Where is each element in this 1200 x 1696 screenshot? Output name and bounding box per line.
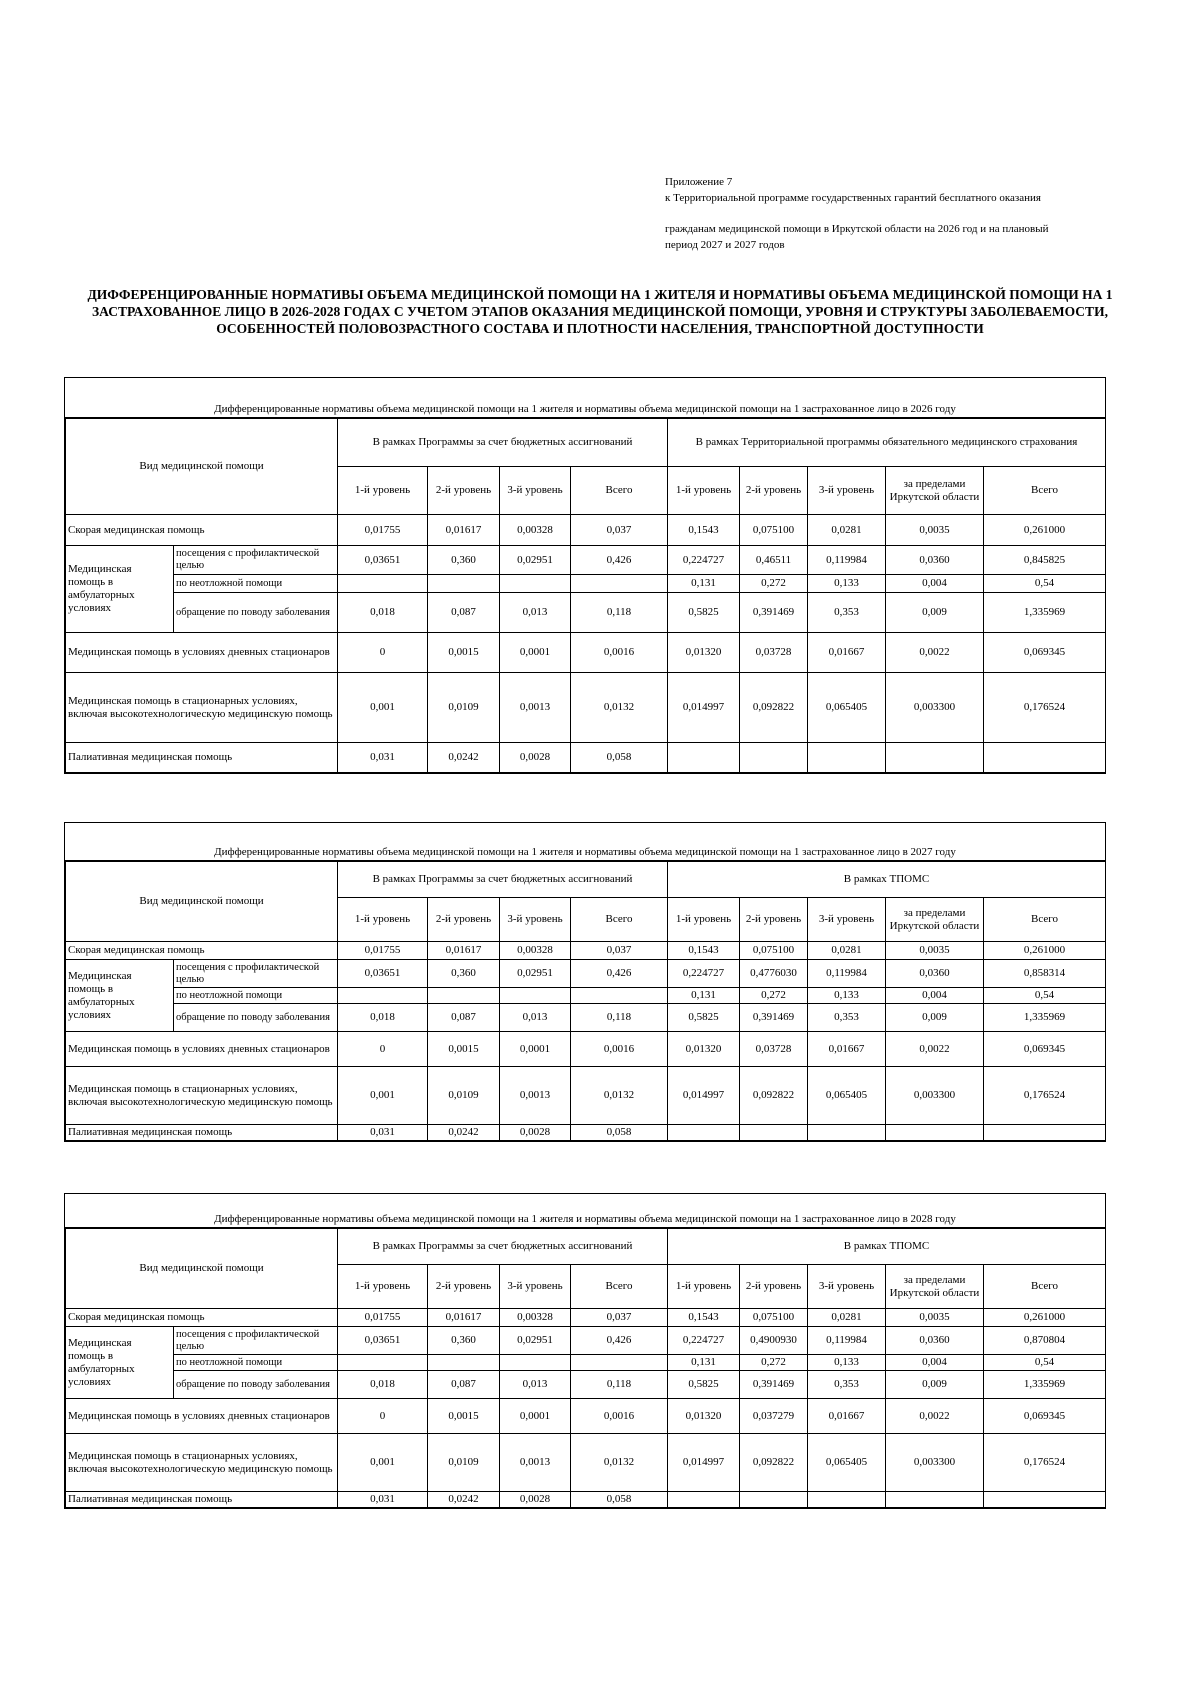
value-cell — [668, 743, 740, 773]
value-cell: 0,176524 — [984, 673, 1106, 743]
column-header-level: 3-й уровень — [808, 898, 886, 942]
table-row — [66, 942, 1106, 960]
value-cell: 0 — [338, 633, 428, 673]
column-header-level: 3-й уровень — [500, 898, 571, 942]
value-cell: 0,0028 — [500, 743, 571, 773]
table-row — [66, 1492, 1106, 1508]
value-cell: 0,0109 — [428, 1067, 500, 1125]
column-header-level: 3-й уровень — [500, 467, 571, 515]
column-header-level: 3-й уровень — [808, 467, 886, 515]
table-row — [66, 1032, 1106, 1067]
value-cell: 0,0016 — [571, 633, 668, 673]
value-cell: 0,176524 — [984, 1434, 1106, 1492]
value-cell: 0,075100 — [740, 515, 808, 546]
header-row — [66, 419, 1106, 467]
value-cell: 0,092822 — [740, 1067, 808, 1125]
value-cell: 0,176524 — [984, 1067, 1106, 1125]
value-cell: 0,058 — [571, 1125, 668, 1141]
column-header-level: 1-й уровень — [338, 1265, 428, 1309]
value-cell: 0,075100 — [740, 942, 808, 960]
row-label-day-hospital: Медицинская помощь в условиях дневных стационаров — [66, 1399, 338, 1434]
row-label-inpatient: Медицинская помощь в стационарных условиях, включая высокотехнологическую медицинскую помощь — [66, 673, 338, 743]
value-cell: 0,092822 — [740, 1434, 808, 1492]
value-cell — [984, 1492, 1106, 1508]
value-cell: 0,4900930 — [740, 1327, 808, 1355]
value-cell — [886, 1125, 984, 1141]
value-cell: 0,0242 — [428, 1492, 500, 1508]
value-cell: 0,272 — [740, 575, 808, 593]
value-cell — [571, 1355, 668, 1371]
column-header-oms: В рамках ТПОМС — [668, 1229, 1106, 1265]
value-cell: 0,02951 — [500, 546, 571, 575]
value-cell — [740, 743, 808, 773]
value-cell: 0,065405 — [808, 1067, 886, 1125]
row-sublabel-urgent: по неотложной помощи — [174, 1355, 338, 1371]
value-cell — [886, 743, 984, 773]
value-cell: 0,0281 — [808, 1309, 886, 1327]
value-cell: 0,004 — [886, 575, 984, 593]
value-cell: 0,0001 — [500, 1399, 571, 1434]
value-cell — [500, 988, 571, 1004]
value-cell — [338, 575, 428, 593]
value-cell: 0,037279 — [740, 1399, 808, 1434]
value-cell — [808, 1492, 886, 1508]
value-cell: 0,0022 — [886, 1399, 984, 1434]
value-cell: 0,54 — [984, 1355, 1106, 1371]
value-cell: 0,092822 — [740, 673, 808, 743]
value-cell: 1,335969 — [984, 593, 1106, 633]
column-header-kind: Вид медицинской помощи — [66, 1229, 338, 1309]
year-table-caption: Дифференцированные нормативы объема медицинской помощи на 1 жителя и нормативы объема медицинской помощи на 1 застрахованное лицо в 2028 году — [65, 1194, 1105, 1228]
table-row — [66, 988, 1106, 1004]
value-cell: 0,391469 — [740, 1004, 808, 1032]
document-title: ДИФФЕРЕНЦИРОВАННЫЕ НОРМАТИВЫ ОБЪЕМА МЕДИЦИНСКОЙ ПОМОЩИ НА 1 ЖИТЕЛЯ И НОРМАТИВЫ ОБЪЕМА МЕДИЦИНСКОЙ ПОМОЩИ НА 1 ЗАСТРАХОВАННОЕ ЛИЦО В 2026-2028 ГОДАХ С УЧЕТОМ ЭТАПОВ ОКАЗАНИЯ МЕДИЦИНСКОЙ ПОМОЩИ, УРОВНЯ И СТРУКТУРЫ ЗАБОЛЕВАЕМОСТИ, ОСОБЕННОСТЕЙ ПОЛОВОЗРАСТНОГО СОСТАВА И ПЛОТНОСТИ НАСЕЛЕНИЯ, ТРАНСПОРТНОЙ ДОСТУПНОСТИ — [87, 287, 1113, 336]
value-cell: 0,009 — [886, 593, 984, 633]
value-cell: 0,54 — [984, 988, 1106, 1004]
value-cell: 0,261000 — [984, 515, 1106, 546]
value-cell: 0,360 — [428, 1327, 500, 1355]
value-cell: 0,0022 — [886, 1032, 984, 1067]
row-label-inpatient: Медицинская помощь в стационарных условиях, включая высокотехнологическую медицинскую помощь — [66, 1434, 338, 1492]
value-cell: 0,03728 — [740, 633, 808, 673]
value-cell — [338, 988, 428, 1004]
appendix-line: к Территориальной программе государственных гарантий бесплатного оказания — [665, 192, 1041, 204]
value-cell: 0,0035 — [886, 515, 984, 546]
value-cell: 0,069345 — [984, 1399, 1106, 1434]
column-header-level: Всего — [571, 898, 668, 942]
value-cell: 0,03651 — [338, 546, 428, 575]
value-cell: 0,5825 — [668, 1371, 740, 1399]
table-row — [66, 575, 1106, 593]
column-header-kind: Вид медицинской помощи — [66, 419, 338, 515]
table-row — [66, 743, 1106, 773]
value-cell: 0,224727 — [668, 960, 740, 988]
value-cell: 0,224727 — [668, 1327, 740, 1355]
value-cell: 0,353 — [808, 593, 886, 633]
value-cell: 0,003300 — [886, 1067, 984, 1125]
table-row — [66, 1399, 1106, 1434]
value-cell: 0,01320 — [668, 633, 740, 673]
value-cell: 0,119984 — [808, 1327, 886, 1355]
value-cell: 0,353 — [808, 1004, 886, 1032]
column-header-level: 3-й уровень — [500, 1265, 571, 1309]
value-cell — [571, 988, 668, 1004]
value-cell — [984, 1125, 1106, 1141]
table-row — [66, 593, 1106, 633]
value-cell: 0,360 — [428, 546, 500, 575]
value-cell: 0,426 — [571, 960, 668, 988]
value-cell: 0,1543 — [668, 515, 740, 546]
value-cell: 0,1543 — [668, 1309, 740, 1327]
value-cell: 0,0016 — [571, 1399, 668, 1434]
value-cell: 0,037 — [571, 1309, 668, 1327]
row-label-ambulance: Скорая медицинская помощь — [66, 515, 338, 546]
value-cell: 0,845825 — [984, 546, 1106, 575]
table-row — [66, 960, 1106, 988]
value-cell: 0,037 — [571, 515, 668, 546]
norms-table — [65, 418, 1106, 773]
column-header-level: 1-й уровень — [668, 898, 740, 942]
column-header-level: 3-й уровень — [808, 1265, 886, 1309]
value-cell: 0,018 — [338, 1004, 428, 1032]
row-label-ambulance: Скорая медицинская помощь — [66, 1309, 338, 1327]
value-cell: 0,426 — [571, 546, 668, 575]
value-cell: 0,031 — [338, 743, 428, 773]
column-header-level: 1-й уровень — [338, 467, 428, 515]
value-cell: 0,0360 — [886, 546, 984, 575]
row-label-palliative: Палиативная медицинская помощь — [66, 743, 338, 773]
column-header-level: 2-й уровень — [740, 898, 808, 942]
value-cell: 0,118 — [571, 1004, 668, 1032]
value-cell: 0,133 — [808, 988, 886, 1004]
value-cell: 1,335969 — [984, 1371, 1106, 1399]
row-label-day-hospital: Медицинская помощь в условиях дневных стационаров — [66, 633, 338, 673]
table-row — [66, 1067, 1106, 1125]
value-cell: 0,0015 — [428, 1032, 500, 1067]
row-sublabel-urgent: по неотложной помощи — [174, 575, 338, 593]
value-cell: 0,087 — [428, 1004, 500, 1032]
norms-table — [65, 1228, 1106, 1508]
value-cell: 0,00328 — [500, 1309, 571, 1327]
value-cell: 0,0109 — [428, 673, 500, 743]
row-sublabel-urgent: по неотложной помощи — [174, 988, 338, 1004]
value-cell: 0,01667 — [808, 1032, 886, 1067]
value-cell: 0,261000 — [984, 1309, 1106, 1327]
value-cell: 0,870804 — [984, 1327, 1106, 1355]
row-label-ambulance: Скорая медицинская помощь — [66, 942, 338, 960]
row-sublabel-disease: обращение по поводу заболевания — [174, 1004, 338, 1032]
value-cell: 0,0028 — [500, 1125, 571, 1141]
value-cell: 0,0001 — [500, 1032, 571, 1067]
value-cell — [984, 743, 1106, 773]
value-cell: 0,001 — [338, 673, 428, 743]
value-cell: 0,013 — [500, 1004, 571, 1032]
value-cell: 0,018 — [338, 1371, 428, 1399]
value-cell: 0,118 — [571, 593, 668, 633]
column-header-level: за пределами Иркутской области — [886, 898, 984, 942]
value-cell: 0,0022 — [886, 633, 984, 673]
value-cell: 0,0360 — [886, 960, 984, 988]
value-cell: 0,0035 — [886, 1309, 984, 1327]
column-header-level: за пределами Иркутской области — [886, 467, 984, 515]
value-cell: 0,133 — [808, 1355, 886, 1371]
value-cell: 0,131 — [668, 575, 740, 593]
value-cell: 0,261000 — [984, 942, 1106, 960]
column-header-kind: Вид медицинской помощи — [66, 862, 338, 942]
year-table-caption: Дифференцированные нормативы объема медицинской помощи на 1 жителя и нормативы объема медицинской помощи на 1 застрахованное лицо в 2027 году — [65, 823, 1105, 861]
value-cell: 0,058 — [571, 1492, 668, 1508]
value-cell: 0,075100 — [740, 1309, 808, 1327]
value-cell: 0,858314 — [984, 960, 1106, 988]
value-cell: 0,0013 — [500, 673, 571, 743]
value-cell: 0,0132 — [571, 1434, 668, 1492]
value-cell — [428, 988, 500, 1004]
column-header-budget: В рамках Программы за счет бюджетных ассигнований — [338, 862, 668, 898]
value-cell: 0,119984 — [808, 546, 886, 575]
value-cell: 0,54 — [984, 575, 1106, 593]
header-row — [66, 862, 1106, 898]
row-group-outpatient: Медицинская помощь в амбулаторных условиях — [66, 960, 174, 1032]
value-cell — [886, 1492, 984, 1508]
column-header-level: 1-й уровень — [668, 467, 740, 515]
value-cell: 0,1543 — [668, 942, 740, 960]
value-cell: 0,119984 — [808, 960, 886, 988]
row-label-palliative: Палиативная медицинская помощь — [66, 1125, 338, 1141]
value-cell — [338, 1355, 428, 1371]
value-cell: 0,00328 — [500, 942, 571, 960]
table-row — [66, 1355, 1106, 1371]
value-cell: 0,01320 — [668, 1399, 740, 1434]
value-cell: 0,03651 — [338, 960, 428, 988]
value-cell: 0,272 — [740, 1355, 808, 1371]
value-cell: 0,0281 — [808, 515, 886, 546]
row-sublabel-prophylactic: посещения с профилактической целью — [174, 960, 338, 988]
column-header-level: за пределами Иркутской области — [886, 1265, 984, 1309]
value-cell: 0,031 — [338, 1492, 428, 1508]
value-cell: 0,0016 — [571, 1032, 668, 1067]
value-cell: 0,0360 — [886, 1327, 984, 1355]
value-cell: 0,087 — [428, 593, 500, 633]
appendix-note — [665, 174, 1125, 253]
value-cell — [740, 1492, 808, 1508]
value-cell: 0,0001 — [500, 633, 571, 673]
column-header-level: Всего — [984, 467, 1106, 515]
row-sublabel-disease: обращение по поводу заболевания — [174, 1371, 338, 1399]
value-cell: 0,069345 — [984, 633, 1106, 673]
value-cell: 0,014997 — [668, 673, 740, 743]
row-sublabel-prophylactic: посещения с профилактической целью — [174, 1327, 338, 1355]
value-cell: 0,065405 — [808, 673, 886, 743]
row-group-outpatient: Медицинская помощь в амбулаторных условиях — [66, 1327, 174, 1399]
column-header-oms: В рамках ТПОМС — [668, 862, 1106, 898]
value-cell: 0,03651 — [338, 1327, 428, 1355]
value-cell: 0 — [338, 1399, 428, 1434]
column-header-level: Всего — [571, 467, 668, 515]
value-cell: 0,391469 — [740, 593, 808, 633]
header-row — [66, 1229, 1106, 1265]
value-cell: 0,02951 — [500, 960, 571, 988]
value-cell — [668, 1125, 740, 1141]
year-table-caption: Дифференцированные нормативы объема медицинской помощи на 1 жителя и нормативы объема медицинской помощи на 1 застрахованное лицо в 2026 году — [65, 378, 1105, 418]
value-cell: 0,037 — [571, 942, 668, 960]
value-cell: 0,003300 — [886, 1434, 984, 1492]
value-cell: 0,0281 — [808, 942, 886, 960]
value-cell: 0,224727 — [668, 546, 740, 575]
value-cell — [428, 575, 500, 593]
value-cell: 0,131 — [668, 1355, 740, 1371]
table-row — [66, 546, 1106, 575]
value-cell: 0,5825 — [668, 593, 740, 633]
row-sublabel-disease: обращение по поводу заболевания — [174, 593, 338, 633]
value-cell: 0,01667 — [808, 633, 886, 673]
table-row — [66, 515, 1106, 546]
value-cell: 0,001 — [338, 1434, 428, 1492]
year-table-block — [64, 1193, 1106, 1509]
value-cell — [740, 1125, 808, 1141]
appendix-line: Приложение 7 — [665, 176, 733, 188]
value-cell — [808, 1125, 886, 1141]
value-cell: 0,031 — [338, 1125, 428, 1141]
value-cell: 0,46511 — [740, 546, 808, 575]
value-cell: 0,360 — [428, 960, 500, 988]
value-cell: 0,003300 — [886, 673, 984, 743]
appendix-line: гражданам медицинской помощи в Иркутской области на 2026 год и на плановый — [665, 223, 1049, 235]
row-label-inpatient: Медицинская помощь в стационарных условиях, включая высокотехнологическую медицинскую помощь — [66, 1067, 338, 1125]
value-cell — [571, 575, 668, 593]
value-cell: 0,353 — [808, 1371, 886, 1399]
value-cell: 0,131 — [668, 988, 740, 1004]
value-cell — [500, 1355, 571, 1371]
value-cell: 0,018 — [338, 593, 428, 633]
column-header-level: 1-й уровень — [338, 898, 428, 942]
value-cell: 0,0013 — [500, 1434, 571, 1492]
value-cell: 0,01667 — [808, 1399, 886, 1434]
appendix-line: период 2027 и 2027 годов — [665, 239, 785, 251]
table-row — [66, 673, 1106, 743]
value-cell: 0,0015 — [428, 1399, 500, 1434]
norms-table — [65, 861, 1106, 1141]
value-cell: 0,0132 — [571, 1067, 668, 1125]
value-cell: 0,01755 — [338, 515, 428, 546]
table-row — [66, 1327, 1106, 1355]
value-cell: 0,426 — [571, 1327, 668, 1355]
value-cell — [808, 743, 886, 773]
row-label-day-hospital: Медицинская помощь в условиях дневных стационаров — [66, 1032, 338, 1067]
row-group-outpatient: Медицинская помощь в амбулаторных условиях — [66, 546, 174, 633]
value-cell: 0,0035 — [886, 942, 984, 960]
value-cell: 0,0015 — [428, 633, 500, 673]
value-cell: 0,01755 — [338, 942, 428, 960]
value-cell: 0,009 — [886, 1371, 984, 1399]
value-cell — [500, 575, 571, 593]
value-cell: 0,00328 — [500, 515, 571, 546]
column-header-level: 2-й уровень — [428, 898, 500, 942]
column-header-oms: В рамках Территориальной программы обязательного медицинского страхования — [668, 419, 1106, 467]
value-cell: 0,5825 — [668, 1004, 740, 1032]
value-cell: 0,133 — [808, 575, 886, 593]
table-row — [66, 1309, 1106, 1327]
column-header-level: 1-й уровень — [668, 1265, 740, 1309]
value-cell: 0 — [338, 1032, 428, 1067]
value-cell: 0,0028 — [500, 1492, 571, 1508]
value-cell: 0,065405 — [808, 1434, 886, 1492]
value-cell: 0,02951 — [500, 1327, 571, 1355]
value-cell: 0,0242 — [428, 743, 500, 773]
value-cell: 0,004 — [886, 1355, 984, 1371]
column-header-level: 2-й уровень — [740, 1265, 808, 1309]
value-cell: 0,004 — [886, 988, 984, 1004]
year-table-block — [64, 822, 1106, 1142]
column-header-level: Всего — [984, 1265, 1106, 1309]
value-cell: 0,01320 — [668, 1032, 740, 1067]
value-cell: 0,014997 — [668, 1067, 740, 1125]
value-cell: 0,01755 — [338, 1309, 428, 1327]
value-cell: 0,01617 — [428, 1309, 500, 1327]
value-cell: 0,013 — [500, 1371, 571, 1399]
value-cell: 0,272 — [740, 988, 808, 1004]
value-cell: 0,001 — [338, 1067, 428, 1125]
value-cell: 0,391469 — [740, 1371, 808, 1399]
value-cell: 0,058 — [571, 743, 668, 773]
column-header-budget: В рамках Программы за счет бюджетных ассигнований — [338, 1229, 668, 1265]
year-table-block — [64, 377, 1106, 774]
column-header-level: Всего — [984, 898, 1106, 942]
column-header-level: 2-й уровень — [428, 467, 500, 515]
value-cell: 0,069345 — [984, 1032, 1106, 1067]
value-cell: 1,335969 — [984, 1004, 1106, 1032]
value-cell: 0,01617 — [428, 942, 500, 960]
row-sublabel-prophylactic: посещения с профилактической целью — [174, 546, 338, 575]
column-header-level: 2-й уровень — [740, 467, 808, 515]
value-cell: 0,4776030 — [740, 960, 808, 988]
value-cell: 0,013 — [500, 593, 571, 633]
row-label-palliative: Палиативная медицинская помощь — [66, 1492, 338, 1508]
value-cell: 0,03728 — [740, 1032, 808, 1067]
table-row — [66, 633, 1106, 673]
value-cell — [668, 1492, 740, 1508]
table-row — [66, 1125, 1106, 1141]
table-row — [66, 1004, 1106, 1032]
table-row — [66, 1434, 1106, 1492]
value-cell: 0,01617 — [428, 515, 500, 546]
value-cell: 0,0013 — [500, 1067, 571, 1125]
column-header-level: Всего — [571, 1265, 668, 1309]
value-cell: 0,0242 — [428, 1125, 500, 1141]
value-cell: 0,009 — [886, 1004, 984, 1032]
value-cell: 0,014997 — [668, 1434, 740, 1492]
value-cell: 0,0132 — [571, 673, 668, 743]
column-header-level: 2-й уровень — [428, 1265, 500, 1309]
value-cell: 0,118 — [571, 1371, 668, 1399]
value-cell — [428, 1355, 500, 1371]
value-cell: 0,0109 — [428, 1434, 500, 1492]
column-header-budget: В рамках Программы за счет бюджетных ассигнований — [338, 419, 668, 467]
table-row — [66, 1371, 1106, 1399]
value-cell: 0,087 — [428, 1371, 500, 1399]
